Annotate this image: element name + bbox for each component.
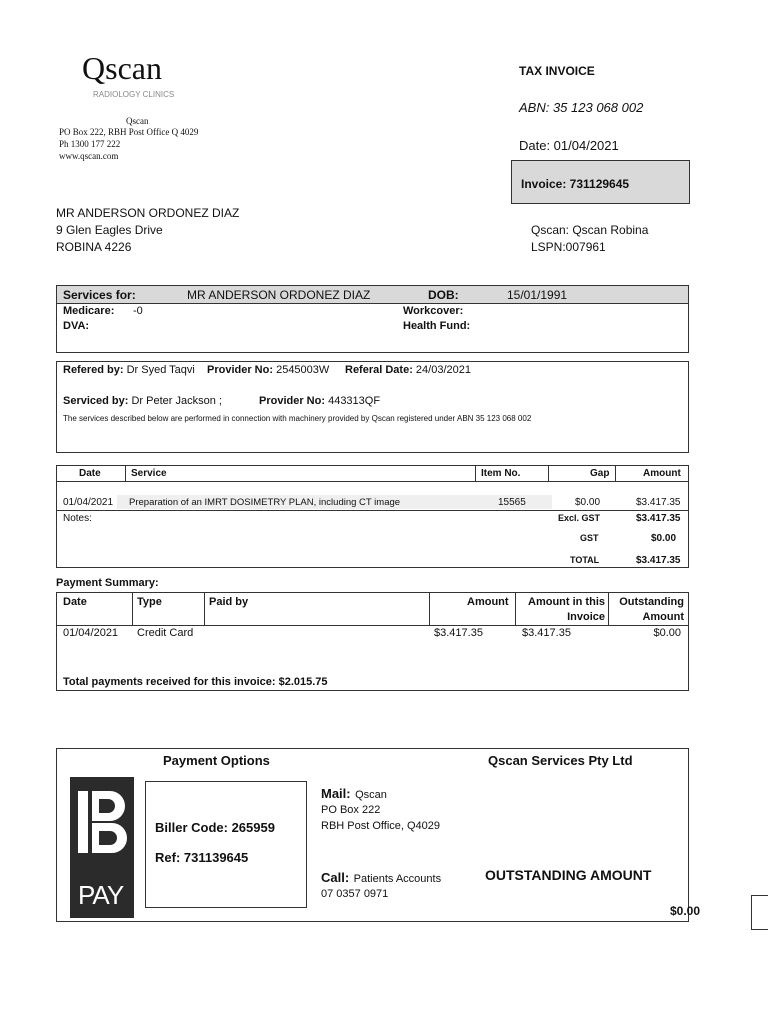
ps-col-outstanding-2: Amount bbox=[642, 611, 684, 623]
ps-col-outstanding-1: Outstanding bbox=[619, 596, 684, 608]
notes-label: Notes: bbox=[63, 513, 92, 524]
ps-col-type: Type bbox=[137, 596, 162, 608]
payment-options-title: Payment Options bbox=[163, 753, 270, 768]
referred-by-value: Dr Syed Taqvi bbox=[126, 364, 195, 376]
referred-by bbox=[63, 364, 195, 376]
gst-value: $0.00 bbox=[651, 533, 677, 544]
payment-summary-table bbox=[56, 592, 689, 691]
ps-row-amount: $3.417.35 bbox=[434, 627, 483, 639]
total-label: TOTAL bbox=[570, 555, 600, 565]
invoice-date: Date: 01/04/2021 bbox=[519, 138, 619, 153]
service-row-desc: Preparation of an IMRT DOSIMETRY PLAN, including CT image bbox=[129, 497, 401, 508]
provider2-no-value: 443313QF bbox=[328, 395, 381, 407]
bpay-logo bbox=[70, 777, 134, 918]
col-gap: Gap bbox=[590, 468, 610, 479]
dob-value: 15/01/1991 bbox=[507, 288, 568, 302]
company-website: www.qscan.com bbox=[59, 151, 119, 161]
referred-by-label: Refered by: bbox=[63, 364, 124, 376]
mail-line2: RBH Post Office, Q4029 bbox=[321, 820, 441, 832]
biller-code: Biller Code: 265959 bbox=[155, 820, 275, 835]
service-row-item: 15565 bbox=[498, 497, 526, 508]
col-date: Date bbox=[79, 468, 101, 479]
serviced-by bbox=[63, 395, 222, 407]
dob-label: DOB: bbox=[428, 288, 459, 302]
invoice-abn: ABN: 35 123 068 002 bbox=[519, 100, 644, 115]
payment-options-box bbox=[56, 748, 689, 922]
company-address-line: PO Box 222, RBH Post Office Q 4029 bbox=[59, 127, 199, 137]
ps-row-amount-in: $3.417.35 bbox=[522, 627, 571, 639]
referral-disclaimer: The services described below are performed in connection with machinery provided by Qscan registered under ABN 35 123 068 002 bbox=[63, 414, 532, 423]
serviced-by-value: Dr Peter Jackson ; bbox=[131, 395, 222, 407]
serviced-by-label: Serviced by: bbox=[63, 395, 129, 407]
provider2-no-label: Provider No: bbox=[259, 395, 326, 407]
call-phone: 07 0357 0971 bbox=[321, 888, 389, 900]
site-lspn: LSPN:007961 bbox=[531, 240, 606, 254]
col-service: Service bbox=[131, 468, 167, 479]
provider-no bbox=[207, 364, 329, 376]
service-row-date: 01/04/2021 bbox=[63, 497, 114, 508]
payment-summary-title: Payment Summary: bbox=[56, 577, 159, 589]
outstanding-amount-label: OUTSTANDING AMOUNT bbox=[485, 867, 652, 883]
ps-col-paid-by: Paid by bbox=[209, 596, 249, 608]
invoice-type: TAX INVOICE bbox=[519, 64, 595, 78]
ps-col-date: Date bbox=[63, 596, 87, 608]
company-tagline: RADIOLOGY CLINICS bbox=[93, 90, 175, 99]
ps-total-received: Total payments received for this invoice: $2.015.75 bbox=[63, 676, 328, 688]
provider-no-label: Provider No: bbox=[207, 364, 274, 376]
service-row-amount: $3.417.35 bbox=[636, 497, 681, 508]
bpay-b-icon bbox=[70, 777, 134, 877]
provider-no-value: 2545003W bbox=[276, 364, 330, 376]
invoice-number-box bbox=[511, 160, 690, 204]
invoice-number: Invoice: 731129645 bbox=[521, 177, 630, 191]
services-for-box bbox=[56, 285, 689, 353]
medicare-value: -0 bbox=[133, 305, 143, 317]
company-phone: Ph 1300 177 222 bbox=[59, 139, 121, 149]
ps-col-amount: Amount bbox=[467, 596, 509, 608]
mail-label: Mail: bbox=[321, 786, 351, 801]
provider2-no bbox=[259, 395, 380, 407]
total-value: $3.417.35 bbox=[636, 555, 681, 566]
call-label: Call: bbox=[321, 870, 350, 885]
mail-block bbox=[321, 785, 387, 803]
ps-row-outstanding: $0.00 bbox=[653, 627, 681, 639]
referal-date bbox=[345, 364, 471, 376]
health-fund-label: Health Fund: bbox=[403, 320, 471, 332]
gst-label: GST bbox=[580, 533, 599, 543]
col-item: Item No. bbox=[481, 468, 521, 479]
mail-name: Qscan bbox=[355, 789, 387, 801]
biller-box bbox=[145, 781, 307, 908]
ps-row-date: 01/04/2021 bbox=[63, 627, 119, 639]
call-name: Patients Accounts bbox=[353, 873, 442, 885]
excl-gst-label: Excl. GST bbox=[558, 513, 601, 523]
mail-line1: PO Box 222 bbox=[321, 804, 381, 816]
medicare-label: Medicare: bbox=[63, 305, 115, 317]
company-logo: Qscan bbox=[82, 50, 162, 86]
referal-date-label: Referal Date: bbox=[345, 364, 413, 376]
dva-label: DVA: bbox=[63, 320, 90, 332]
services-table-body bbox=[56, 481, 689, 568]
biller-ref: Ref: 731139645 bbox=[155, 850, 249, 865]
ps-col-amount-in-2: Invoice bbox=[567, 611, 605, 623]
referral-box bbox=[56, 361, 689, 453]
services-for-name: MR ANDERSON ORDONEZ DIAZ bbox=[187, 288, 371, 302]
site-name: Qscan: Qscan Robina bbox=[531, 223, 649, 237]
call-block bbox=[321, 869, 441, 887]
patient-street: 9 Glen Eagles Drive bbox=[56, 223, 163, 237]
workcover-label: Workcover: bbox=[403, 305, 464, 317]
outstanding-amount-value: $0.00 bbox=[670, 904, 701, 918]
ps-row-type: Credit Card bbox=[137, 627, 194, 639]
patient-city: ROBINA 4226 bbox=[56, 240, 132, 254]
payment-options-company: Qscan Services Pty Ltd bbox=[488, 753, 633, 768]
bpay-pay-text: PAY bbox=[78, 880, 124, 910]
service-row-gap: $0.00 bbox=[575, 497, 601, 508]
referal-date-value: 24/03/2021 bbox=[415, 364, 471, 376]
services-for-label: Services for: bbox=[63, 288, 136, 302]
company-address-name: Qscan bbox=[126, 116, 149, 126]
patient-name: MR ANDERSON ORDONEZ DIAZ bbox=[56, 206, 240, 220]
col-amount: Amount bbox=[643, 468, 681, 479]
ps-col-amount-in-1: Amount in this bbox=[528, 596, 605, 608]
excl-gst-value: $3.417.35 bbox=[636, 513, 681, 524]
edge-box bbox=[751, 895, 768, 930]
services-table-header bbox=[56, 465, 689, 482]
